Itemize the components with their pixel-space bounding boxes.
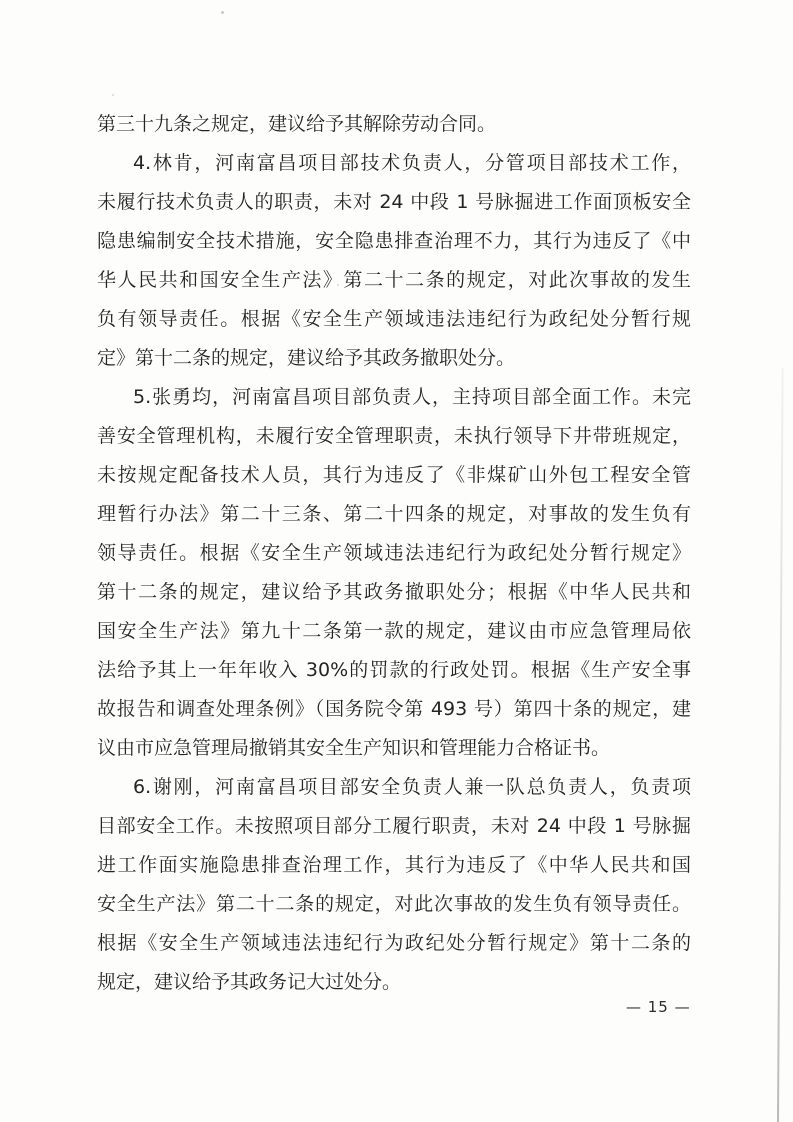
text-line: 根据《安全生产领域违法违纪行为政纪处分暂行规定》第十二条的 xyxy=(97,932,691,954)
text-line: 安全生产法》第二十二条的规定，对此次事故的发生负有领导责任。 xyxy=(97,893,691,915)
text-line: 6.谢刚，河南富昌项目部安全负责人兼一队总负责人，负责项 xyxy=(133,776,691,798)
text-line: 华人民共和国安全生产法》第二十二条的规定，对此次事故的发生 xyxy=(97,269,691,291)
text-line: 定》第十二条的规定，建议给予其政务撤职处分。 xyxy=(97,347,516,369)
text-line: 未按规定配备技术人员，其行为违反了《非煤矿山外包工程安全管 xyxy=(97,464,691,486)
text-line: 国安全生产法》第九十二条第一款的规定，建议由市应急管理局依 xyxy=(97,620,691,642)
text-line: 隐患编制安全技术措施，安全隐患排查治理不力，其行为违反了《中 xyxy=(97,230,691,252)
text-line: 议由市应急管理局撤销其安全生产知识和管理能力合格证书。 xyxy=(97,737,611,759)
text-line: 规定，建议给予其政务记大过处分。 xyxy=(97,971,402,993)
scan-speck xyxy=(221,11,224,14)
scan-speck xyxy=(112,94,114,96)
text-line: 善安全管理机构，未履行安全管理职责，未执行领导下井带班规定， xyxy=(97,425,691,447)
text-line: 故报告和调查处理条例》（国务院令第 493 号）第四十条的规定，建 xyxy=(97,698,691,720)
text-line: 4.林肯，河南富昌项目部技术负责人，分管项目部技术工作， xyxy=(133,152,691,174)
text-line: 进工作面实施隐患排查治理工作，其行为违反了《中华人民共和国 xyxy=(97,854,691,876)
text-line: 未履行技术负责人的职责，未对 24 中段 1 号脉掘进工作面顶板安全 xyxy=(97,191,691,213)
page-number: — 15 — xyxy=(626,998,691,1016)
text-line: 法给予其上一年年收入 30%的罚款的行政处罚。根据《生产安全事 xyxy=(97,659,691,681)
text-line: 领导责任。根据《安全生产领域违法违纪行为政纪处分暂行规定》 xyxy=(97,542,691,564)
text-line: 第十二条的规定，建议给予其政务撤职处分；根据《中华人民共和 xyxy=(97,581,691,603)
document-body xyxy=(97,105,691,1002)
text-line: 目部安全工作。未按照项目部分工履行职责，未对 24 中段 1 号脉掘 xyxy=(97,815,691,837)
scan-edge-artifact xyxy=(777,368,784,1122)
text-line: 5.张勇均，河南富昌项目部负责人，主持项目部全面工作。未完 xyxy=(133,386,691,408)
text-line: 负有领导责任。根据《安全生产领域违法违纪行为政纪处分暂行规 xyxy=(97,308,691,330)
text-line: 理暂行办法》第二十三条、第二十四条的规定，对事故的发生负有 xyxy=(97,503,691,525)
text-line: 第三十九条之规定，建议给予其解除劳动合同。 xyxy=(97,113,497,135)
